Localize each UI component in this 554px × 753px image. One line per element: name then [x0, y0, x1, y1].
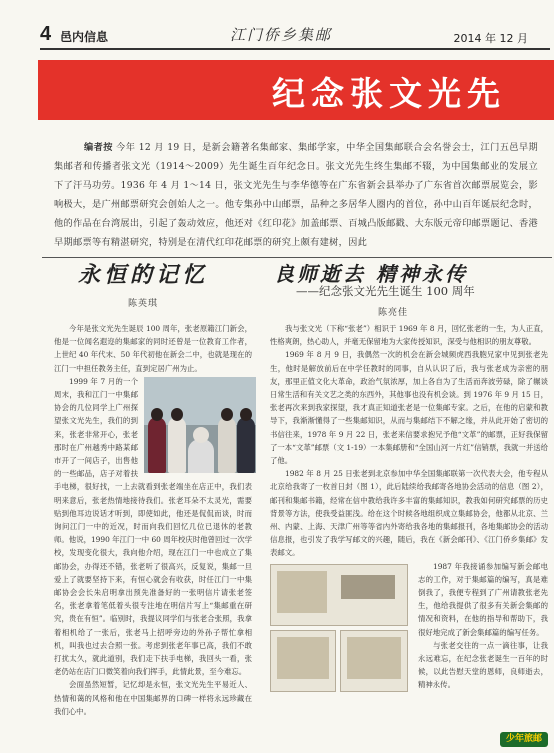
article-paragraph: 与张老交往的一点一滴往事，让我永远难忘，在纪念张老诞生一百年的时候，以此告慰天堂的恩师，良师逝去，精神永传。	[418, 640, 548, 690]
right-article-subtitle: ——纪念张文光先生诞生 100 周年	[296, 284, 475, 298]
editor-note	[54, 138, 538, 253]
group-photo	[144, 377, 256, 473]
right-article-title: 良师逝去 精神永传	[274, 262, 468, 286]
article-paragraph: 会面虽然短暂，记忆却是永恒，张文光先生平易近人、热情和蔼的风格和他在中国集邮界的口碑一样将永远珍藏在我们心中。	[54, 680, 252, 716]
issue-date: 2014 年 12 月	[453, 32, 528, 45]
masthead-logo: 江门侨乡集邮	[230, 26, 333, 44]
left-article-author: 陈英琪	[128, 299, 159, 309]
left-article-title: 永恒的记忆	[78, 262, 209, 288]
article-paragraph: 1982 年 8 月 25 日张老到北京参加中华全国集邮联第一次代表大会，他专程从北京给我寄了一枚首日封（图 1），此后陆续给我邮寄各地协会活动的信息（图 2），邮刊和集邮书籍，经常在信中教给我许多丰富的集邮知识，教我如何研究邮票的历史背景等方法，使我受益匪浅。给在这个时候各地组织成立集邮协会，他都从北京、兰州、内蒙、上海、天津广州等等省内外寄给我各地的集邮报刊，各地集邮协会的活动信息报，也引发了我学写邮文的兴趣，随后，我在《新会邮刊》、《江门侨乡集邮》发表邮文。	[270, 469, 548, 558]
article-paragraph: 我与张文光（下称“张老”）相识于 1969 年 8 月，回忆张老的一生，为人正直，性格爽朗，热心助人，并毫无保留地为大家传授知识，深受与他相识的朋友尊敬。	[270, 324, 548, 347]
editor-note-label: 编者按	[84, 142, 113, 153]
page-header	[40, 24, 540, 46]
section-name: 邑内信息	[60, 30, 109, 44]
stamp-covers-image	[270, 564, 410, 694]
article-paragraph: 1999 年 7 月的一个周末，我和江门一中集邮协会的几位同学上广州探望张文光先生，我们的到来，张老非常开心，张老那时在广州越秀中路某邮市开了一间店子，出售他的一些邮品，店子对着扶手电梯，很好找，一上去就看到张老端坐在店正中，我们表明来意后，张老热情地接待我们。张老耳朵不太灵光，需要贴到他耳边说话才听到，即使如此，他还是侃侃而谈，时而询问江门一中的近况，时而向我们回忆几位已退休的老教师。他说，1990 年江门一中 60 周年校庆时他曾回过一次学校，发现变化很大，我向他介绍，现在江门一中也成立了集邮协会，办得还不错，张老听了很高兴，反复说，集邮一旦爱上了就要坚持下来，有恒心就会有收获，时任江门一中集邮协会会长朱启明拿出预先准备好的一张明信片请张老签名，张老拿着笔低着头很专注地在明信片写上“集邮重在研究，贵在有恒”。临别时，我提议同学们与张老合张照，我拿着相机给了一张后，张老马上招呼旁边的外孙子帮忙拿相机，叫我也过去合照一张。考虑到张老年事已高，我们不敢打扰太久，就此道别，我们走下扶手电梯，我回头一看，张老仍站在店门口微笑着向我们挥手，此情此景，至今难忘。	[54, 376, 252, 677]
editor-note-text: 今年 12 月 19 日，是新会籍著名集邮家、集邮学家，中华全国集邮联合会名誉会士，江门五邑早期集邮者和传播者张文光（1914～2009）先生诞生百年纪念日。张文光先生终生集邮不辍，为中国集邮业的发展立下了汗马功劳。1936 年 4 月 1～14 日，张文光先生与李华德等在广东省新会县举办了广东省首次邮票展览会，影响极大，是广州邮票研究会创始人之一。他专集孙中山邮票，品种之多居华人圈内的首位，孙中山百年诞辰纪念时，他的作品在台湾展出，引起了轰动效应，他还对《红印花》加盖邮票、百城凸版邮戳、大东版元帝印邮票题记、香港早期邮票等有精湛研究，特别是在清代红印花邮票的研究上颇有建树，因此	[54, 142, 538, 248]
right-article-author: 陈亮佳	[378, 308, 409, 318]
right-article-body	[270, 322, 548, 720]
header-rule	[40, 48, 550, 50]
title-banner	[38, 60, 554, 120]
banner-title: 纪念张文光先	[272, 74, 506, 113]
first-day-cover	[270, 564, 408, 626]
watermark-badge	[500, 732, 548, 747]
article-paragraph: 今年是张文光先生诞辰 100 周年，张老原籍江门新会，他是一位闻名遐迩的集邮家的同时还曾是一位教育工作者，上世纪 40 年代末、50 年代初他在新会二中，也就是现在的江门一中担任教务主任，直到定居广州为止。	[54, 324, 252, 373]
postal-card	[340, 630, 408, 692]
watermark-badge-label: 少年旅邮	[505, 734, 542, 744]
left-article-body	[54, 322, 252, 716]
article-paragraph: 1987 年我接诵参加编写新会邮电志的工作，对于集邮篇的编写，真是难倒我了，我便专程到了广州请教张老先生，他给我提供了很多有关新会集邮的情况和资料，在他的指导和帮助下，我很好地完成了新会集邮篇的编写任务。	[418, 561, 548, 637]
souvenir-sheet	[270, 630, 336, 692]
article-paragraph: 1969 年 8 月 9 日，我偶然一次的机会在新会城频虎西我胞兄家中见到张老先生，他时是解放前后在中学任教时的同事，自从认识了后，我与张老成为亲密的朋友，那里正值文化大革命，政治气氛浓厚，加上各自为了生活而奔波劳碌，除了辗谈日常生活和有关文艺之类的东西外，其他事也没有机会谈。到 1976 年 9 月 15 日，张老再次来到我家探望，我才真正知道张老是一位集邮专家。之后，在他的启蒙和教导下，我渐渐懂得了一些集邮知识，从而与集邮结下不解之缘，并从此开始了密切的书信往来，1978 年 9 月 22 日，张老来信要求抱兄予他“文革”的邮票，正好我保留了一本“文革”邮票（文 1-19）一本集邮册和“全国山河一片红”信销票，我就一并送给了他。	[270, 350, 548, 466]
page-number: 4	[40, 23, 52, 45]
